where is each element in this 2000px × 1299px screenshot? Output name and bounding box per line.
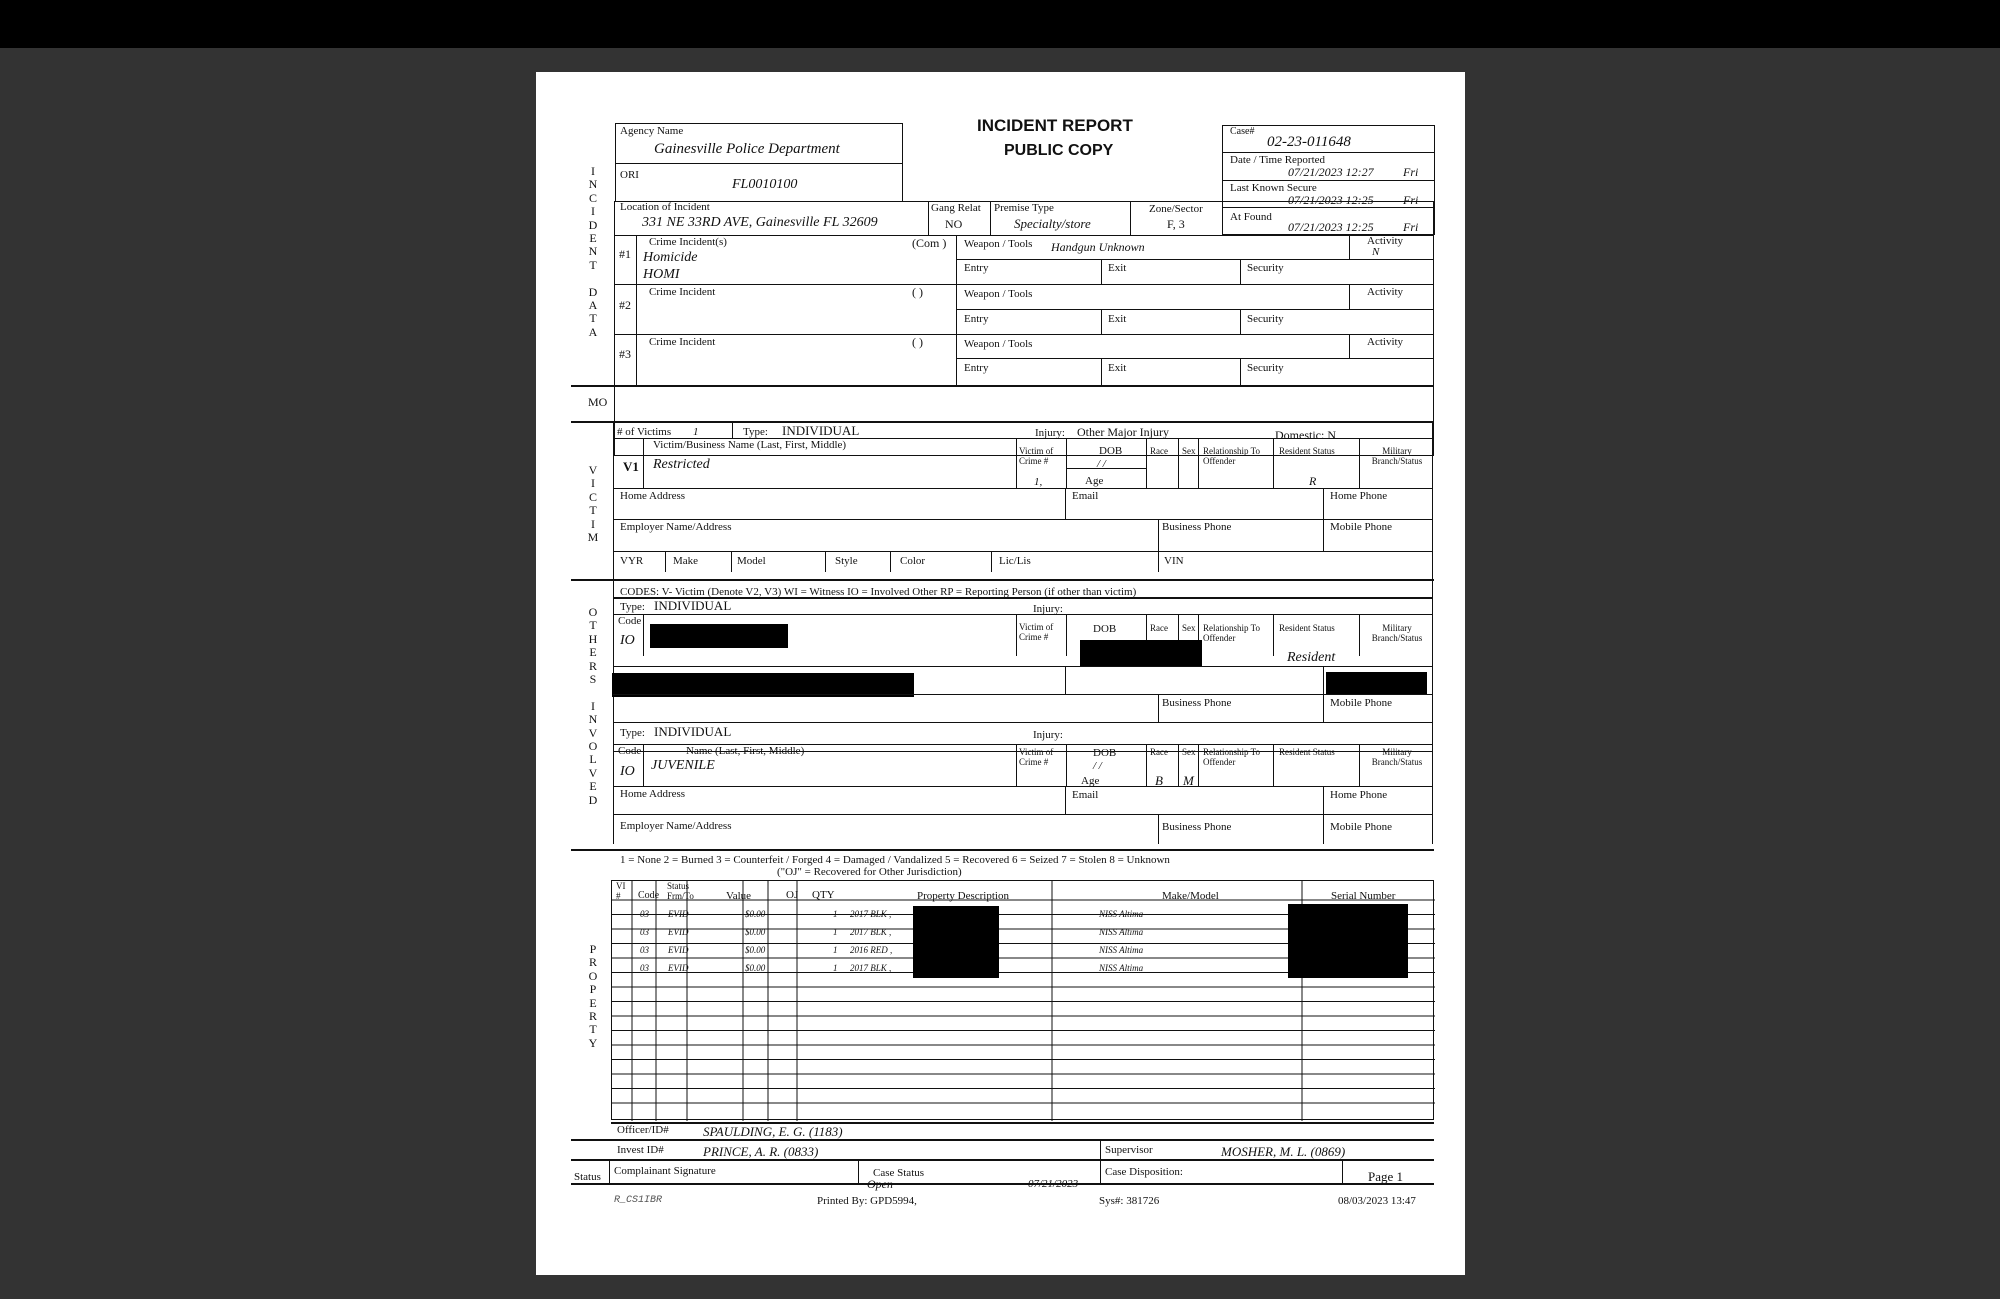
property-cell-code: 03 [640, 963, 649, 973]
property-cell-value: $0.00 [745, 927, 766, 937]
property-cell-status: EVID [668, 945, 689, 955]
gang-related: NO [945, 217, 963, 231]
property-cell-code: 03 [640, 945, 649, 955]
case-status: Open [867, 1177, 893, 1191]
page-number: Page 1 [1368, 1169, 1404, 1184]
property-legend: 1 = None 2 = Burned 3 = Counterfeit / Forged 4 = Damaged / Vandalized 5 = Recovered 6 = Seized 7 = Stolen 8 = Unknown [620, 854, 1170, 866]
crime-incident-1: Homicide [643, 250, 698, 265]
property-cell-status: EVID [668, 963, 689, 973]
other1-resident-status: Resident [1287, 650, 1336, 665]
redaction-name-1 [650, 624, 788, 648]
redaction-serial [1288, 904, 1408, 978]
property-cell-status: EVID [668, 927, 689, 937]
property-cell-value: $0.00 [745, 909, 766, 919]
other2-race: B [1155, 773, 1163, 788]
victim-domestic: Domestic: N [1275, 428, 1336, 442]
other2-code: IO [620, 764, 635, 779]
premise-type: Specialty/store [1014, 216, 1091, 231]
property-cell-code: 03 [640, 927, 649, 937]
supervisor: MOSHER, M. L. (0869) [1221, 1144, 1346, 1159]
property-cell-make: NISS Altima [1099, 927, 1144, 937]
victim-name: Restricted [653, 457, 710, 472]
report-title: INCIDENT REPORT [977, 116, 1133, 135]
victim-injury: Other Major Injury [1077, 425, 1169, 439]
crime-code-1: HOMI [643, 267, 680, 282]
case-status-date: 07/21/2023 [1028, 1178, 1079, 1190]
incident-data-side-label: I N C I D E N T D A T A [588, 164, 598, 339]
ori-value: FL0010100 [732, 177, 798, 192]
printed-at: 08/03/2023 13:47 [1338, 1195, 1416, 1207]
property-cell-qty: 1 [833, 963, 838, 973]
weapon-1: Handgun Unknown [1051, 240, 1145, 254]
property-cell-qty: 1 [833, 909, 838, 919]
other2-type: INDIVIDUAL [654, 724, 732, 739]
property-cell-qty: 1 [833, 927, 838, 937]
property-cell-desc: 2017 BLK , [850, 909, 892, 919]
property-cell-make: NISS Altima [1099, 945, 1144, 955]
other1-code: IO [620, 633, 635, 648]
redaction-phone-1 [1326, 672, 1427, 694]
victim-resident-status: R [1309, 474, 1317, 488]
mo-label: MO [588, 395, 608, 409]
property-cell-qty: 1 [833, 945, 838, 955]
agency-name: Gainesville Police Department [654, 141, 840, 157]
redaction-property-desc [913, 906, 999, 978]
property-cell-desc: 2016 RED , [850, 945, 893, 955]
property-cell-make: NISS Altima [1099, 909, 1144, 919]
property-cell-status: EVID [668, 909, 689, 919]
property-side-label: P R O P E R T Y [588, 942, 598, 1050]
found-datetime: 07/21/2023 12:25 [1288, 220, 1374, 234]
incident-report-page: INCIDENT REPORT PUBLIC COPY Agency Name Gainesville Police Department ORI FL0010100 Case# 02-23-011648 Date / Time Reported 07/21/2023 12:27 Fri Last Known Secure 07/21/2023 12:25 Fri At Found 07/21/2023 12:25 Fri I N C I D E N T D A T A Location of Incident 331 NE 33RD AVE, Gainesville FL 32609 Gang Relat NO Premise Type Specialty/store Zone/Sector F, 3 #1 #2 #3 Crime Incident(s) Homicide HOMI (Com ) Crime Incident ( ) Crime Incident ( ) Weapon / Tools Handgun Unknown Activity N Entry Exit Security Weapon / Tools Activity Entry Exit Security Weapon / Tools Activity Entry Exit Security MO V I C T I M # of Victims 1 Type: INDIVIDUAL Injury: Other Major Injury Domestic: N V1 Victim/Business Name (Last, First, Middle) Restricted Victim of Crime # 1, DOB / / Age Race Sex Relationship To Offender Resident Status R Military Branch/Status Home Address Email Home Phone Employer Name/Address Business Phone Mobile Phone VYR Make Model Style Color Lic/Lis VIN O T H E R S I N V O L V E D CODES: V- Victim (Denote V2, V3) WI = Witness IO = Involved Other RP = Reporting Person (if other than victim) Type: INDIVIDUAL Injury: Code IO Victim of Crime # DOB Race Sex Relationship To Offender Resident Status Resident Military Branch/Status Business Phone Mobile Phone Type: INDIVIDUAL Injury: Code IO Name (Last, First, Middle) JUVENILE Victim of Crime # DOB / / Age Race B Sex M Relationship To Offender Resident Status Military Branch/Status Home Address Email Home Phone Employer Name/Address Business Phone Mobile Phone P R O P E R T Y 1 = None 2 = Burned 3 = Counterfeit / Forged 4 = Damaged / Vandalized 5 = Recovered 6 = Seized 7 = Stolen 8 = Unknown ("OJ" = Recovered for Other Jurisdiction) VI # Code Status Frm/To Value OJ QTY Property Description Make/Model Serial Number 03 EVID $0.00 1 2017 BLK , NISS Altima 03 EVID $0.00 1 2017 BLK , NISS Altima 03 EVID $0.00 1 2016 RED , NISS Altima 03 EVID $0.00 1 2017 BLK , NISS Altima Officer/ID# SPAULDING, E. G. (1183) Invest ID# PRINCE, A. R. (0833) Supervisor MOSHER, M. L. (0869) Status Complainant Signature Case Status Open 07/21/2023 Case Disposition: Page 1 R_CS1IBR Printed By: GPD5994, Sys#: 381726 08/03/2023 13:47 [536, 72, 1465, 1275]
report-subtitle: PUBLIC COPY [1004, 142, 1114, 159]
victim-side-label: V I C T I M [587, 463, 599, 545]
property-cell-make: NISS Altima [1099, 963, 1144, 973]
zone-sector: F, 3 [1167, 217, 1185, 231]
other2-name: JUVENILE [651, 758, 715, 773]
property-cell-value: $0.00 [745, 963, 766, 973]
codes-legend: CODES: V- Victim (Denote V2, V3) WI = Witness IO = Involved Other RP = Reporting Person (if other than victim) [620, 586, 1137, 598]
investigator: PRINCE, A. R. (0833) [703, 1144, 819, 1159]
case-number: 02-23-011648 [1267, 134, 1351, 150]
incident-location: 331 NE 33RD AVE, Gainesville FL 32609 [642, 215, 878, 230]
property-cell-value: $0.00 [745, 945, 766, 955]
others-involved-side-label: O T H E R S I N V O L V E D [588, 605, 598, 807]
secure-datetime: 07/21/2023 12:25 [1288, 193, 1374, 207]
officer: SPAULDING, E. G. (1183) [703, 1124, 843, 1139]
property-cell-desc: 2017 BLK , [850, 927, 892, 937]
redaction-dob-1 [1080, 640, 1202, 666]
victim-id: V1 [623, 459, 639, 474]
victim-type: INDIVIDUAL [782, 423, 860, 438]
other2-sex: M [1183, 773, 1194, 788]
other1-type: INDIVIDUAL [654, 598, 732, 613]
property-cell-desc: 2017 BLK , [850, 963, 892, 973]
reported-datetime: 07/21/2023 12:27 [1288, 165, 1374, 179]
viewer-top-bar [0, 0, 2000, 48]
property-cell-code: 03 [640, 909, 649, 919]
